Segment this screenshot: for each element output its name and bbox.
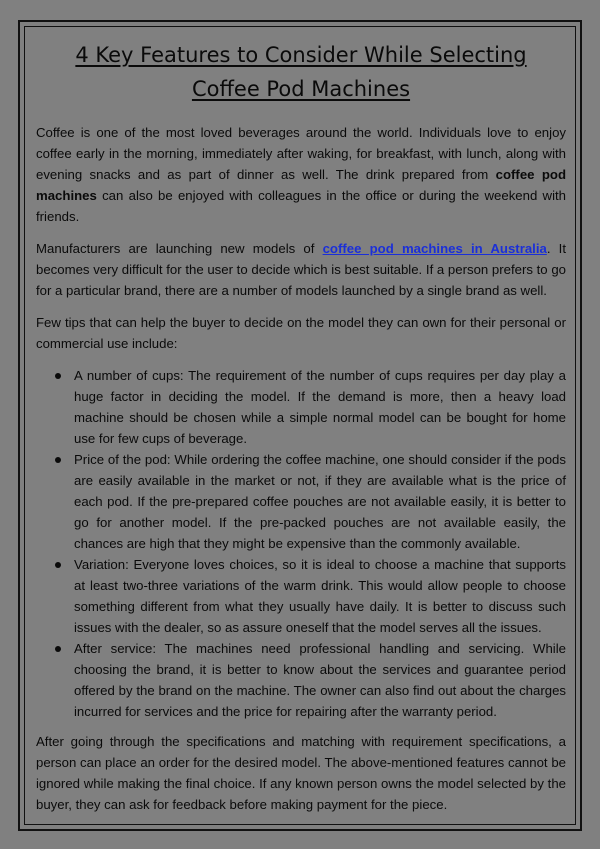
list-item xyxy=(74,638,566,722)
tip-text: A number of cups: The requirement of the number of cups requires per day play a huge factor in deciding the model. If the demand is more, then a heavy load machine should be chosen while a simple normal model can be bought for home use for few cups of beverage. xyxy=(74,368,566,446)
bullet-icon xyxy=(55,562,61,568)
tip-text: Variation: Everyone loves choices, so it is ideal to choose a machine that supports at least two-three variations of the warm drink. This would allow people to choose something different from what they usually have daily. It is better to discuss such issues with the dealer, so as assure oneself that the model serves all the issues. xyxy=(74,557,566,635)
intro-keyword-bold: coffee pod machines xyxy=(36,167,566,203)
bullet-icon xyxy=(55,457,61,463)
list-item xyxy=(74,449,566,554)
manufacturers-text-after: . It becomes very difficult for the user to decide which is best suitable. If a person prefers to go for a particular brand, there are a number of models launched by a single brand as well. xyxy=(36,241,566,298)
tips-intro-paragraph: Few tips that can help the buyer to decide on the model they can own for their personal or commercial use include: xyxy=(36,315,566,351)
intro-text-after: can also be enjoyed with colleagues in the office or during the weekend with friends. xyxy=(36,188,566,224)
list-item xyxy=(74,554,566,638)
bullet-icon xyxy=(55,373,61,379)
tip-text: After service: The machines need professional handling and servicing. While choosing the brand, it is better to know about the services and guarantee period offered by the brand on the machine. The owner can also find out about the charges incurred for services and the price for repairing after the warranty period. xyxy=(74,641,566,719)
manufacturers-text-before: Manufacturers are launching new models of xyxy=(36,241,323,256)
title-line-2: Coffee Pod Machines xyxy=(191,77,411,101)
page-title xyxy=(36,38,566,106)
coffee-pod-machines-link[interactable]: coffee pod machines in Australia xyxy=(322,241,547,256)
list-item xyxy=(74,365,566,449)
tips-list xyxy=(36,365,566,722)
article-body xyxy=(36,38,566,826)
title-line-1: 4 Key Features to Consider While Selecting xyxy=(75,43,527,67)
tip-text: Price of the pod: While ordering the coffee machine, one should consider if the pods are easily available in the market or not, if they are available what is the price of each pod. If the pre-prepared coffee pouches are not available easily, it is better to go for another model. If the pre-packed pouches are not available easily, the chances are high that they might be expensive than the commonly available. xyxy=(74,452,566,551)
manufacturers-paragraph xyxy=(36,238,566,301)
intro-text-before: Coffee is one of the most loved beverages around the world. Individuals love to enjoy coffee early in the morning, immediately after waking, for breakfast, with lunch, along with evening snacks and as part of dinner as well. The drink prepared from xyxy=(36,125,566,182)
conclusion-paragraph: After going through the specifications and matching with requirement specifications, a person can place an order for the desired model. The above-mentioned features cannot be ignored while making the final choice. If any known person owns the model selected by the buyer, they can ask for feedback before making payment for the piece. xyxy=(36,734,566,812)
intro-paragraph xyxy=(36,122,566,227)
bullet-icon xyxy=(55,646,61,652)
